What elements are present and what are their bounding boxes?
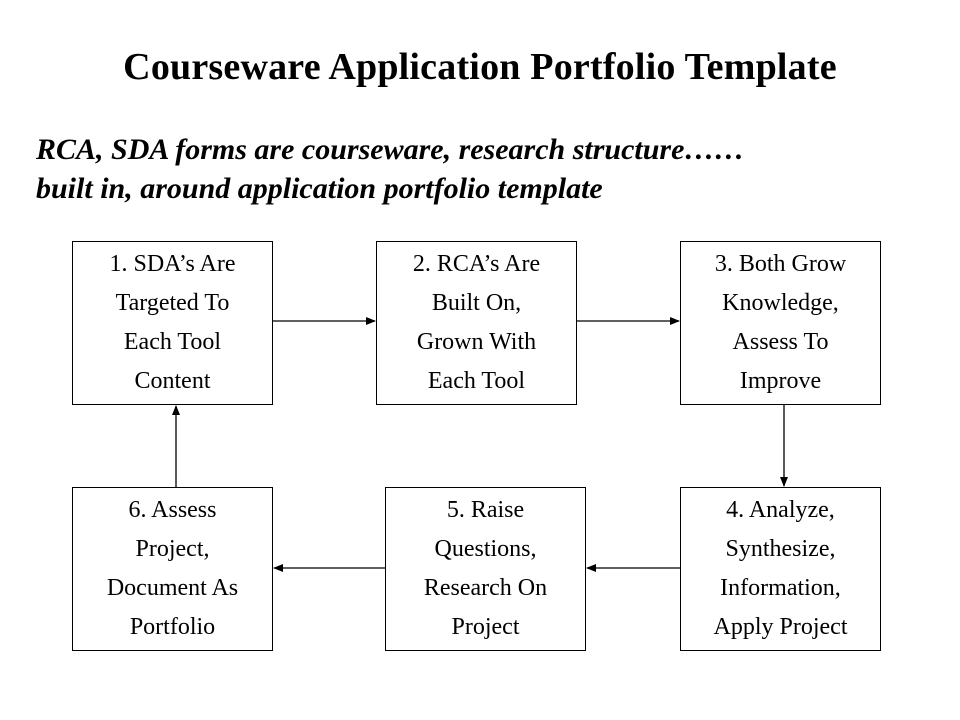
step-6-line-4: Portfolio xyxy=(129,614,216,640)
step-1-line-2: Targeted To xyxy=(115,290,230,316)
subtitle-line-2: built in, around application portfolio template xyxy=(36,172,603,205)
step-4-line-2: Synthesize, xyxy=(725,536,836,562)
step-5-line-3: Research On xyxy=(423,575,548,601)
step-3-line-3: Assess To xyxy=(732,329,829,355)
step-2-line-2: Built On, xyxy=(431,290,522,316)
step-5-line-4: Project xyxy=(451,614,520,640)
step-2-line-4: Each Tool xyxy=(427,368,526,394)
page-title: Courseware Application Portfolio Template xyxy=(123,46,837,88)
step-6-line-1: 6. Assess xyxy=(128,497,217,523)
subtitle-line-1: RCA, SDA forms are courseware, research structure…… xyxy=(36,133,745,166)
subtitle xyxy=(36,130,936,208)
step-3-line-2: Knowledge, xyxy=(722,290,839,316)
step-box-3 xyxy=(680,241,881,405)
step-box-2 xyxy=(376,241,577,405)
step-box-5 xyxy=(385,487,586,651)
step-2-line-1: 2. RCA’s Are xyxy=(412,251,541,277)
step-6-line-2: Project, xyxy=(135,536,210,562)
step-box-1 xyxy=(72,241,273,405)
step-box-6 xyxy=(72,487,273,651)
step-3-line-1: 3. Both Grow xyxy=(714,251,847,277)
step-3-line-4: Improve xyxy=(739,368,822,394)
step-5-line-2: Questions, xyxy=(434,536,537,562)
step-6-line-3: Document As xyxy=(106,575,239,601)
step-4-line-3: Information, xyxy=(720,575,841,601)
step-5-line-1: 5. Raise xyxy=(446,497,525,523)
step-1-line-4: Content xyxy=(134,368,211,394)
step-1-line-1: 1. SDA’s Are xyxy=(109,251,236,277)
step-box-4 xyxy=(680,487,881,651)
step-1-line-3: Each Tool xyxy=(123,329,222,355)
step-2-line-3: Grown With xyxy=(416,329,537,355)
step-4-line-1: 4. Analyze, xyxy=(726,497,835,523)
step-4-line-4: Apply Project xyxy=(713,614,848,640)
